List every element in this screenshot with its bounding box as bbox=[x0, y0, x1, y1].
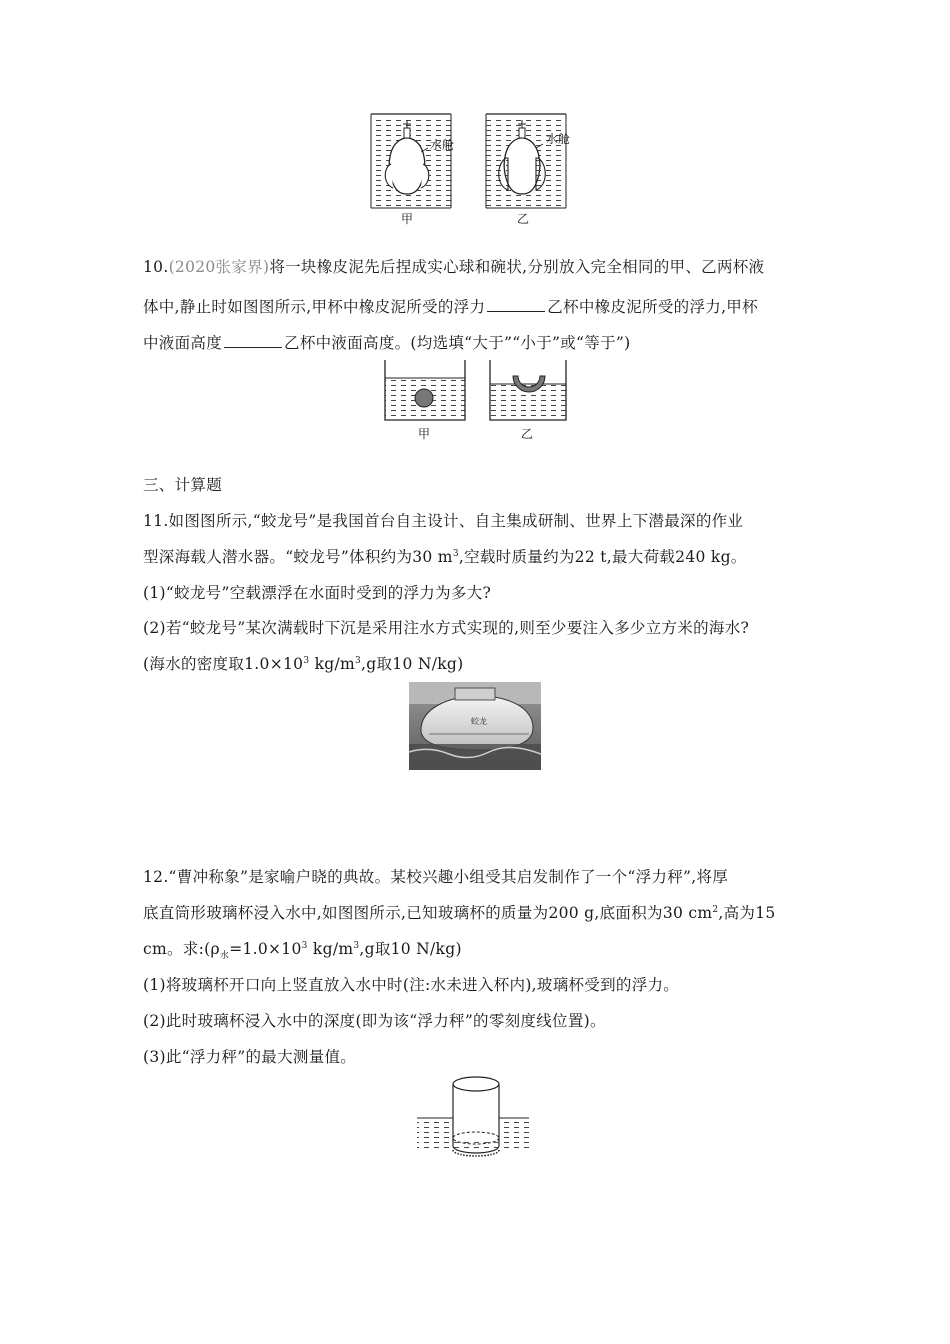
q10-text-3b: 乙杯中液面高度。(均选填“大于”“小于”或“等于”) bbox=[284, 334, 631, 352]
submarine-figure bbox=[365, 108, 585, 228]
answer-blank-2[interactable] bbox=[224, 333, 282, 348]
cup-b bbox=[490, 360, 566, 420]
submarine-diagram-b bbox=[486, 114, 566, 208]
q10-line2 bbox=[143, 295, 758, 317]
q10-line3 bbox=[143, 331, 630, 353]
q11-note-sup2: 3 bbox=[355, 655, 362, 666]
q12-text-3a: cm。求:(ρ bbox=[143, 940, 220, 958]
q12-sup1: 3 bbox=[301, 940, 308, 951]
q11-note-a: (海水的密度取1.0×10 bbox=[143, 655, 304, 673]
q11-part1: (1)“蛟龙号”空载漂浮在水面时受到的浮力为多大? bbox=[143, 584, 492, 602]
caption-b: 乙 bbox=[517, 212, 530, 226]
q12-sup: 2 bbox=[712, 904, 719, 915]
tank-label-b: 水舱 bbox=[546, 132, 571, 146]
q12-text-2b: ,高为15 bbox=[718, 904, 776, 922]
submarine-diagram-a bbox=[371, 114, 451, 208]
q10-number: 10. bbox=[143, 258, 169, 276]
q10-text-3a: 中液面高度 bbox=[143, 334, 223, 352]
q10-text-2a: 体中,静止时如图图所示,甲杯中橡皮泥所受的浮力 bbox=[143, 298, 486, 316]
cup-a bbox=[385, 360, 465, 420]
q12-line3 bbox=[143, 937, 462, 961]
q11-note-b: kg/m bbox=[309, 655, 356, 673]
q12-line2 bbox=[143, 901, 776, 923]
cup-caption-a: 甲 bbox=[418, 427, 431, 441]
q11-note bbox=[143, 652, 464, 674]
cups-figure bbox=[380, 358, 570, 424]
q10-source: (2020张家界) bbox=[168, 258, 270, 276]
cup-caption-b: 乙 bbox=[521, 427, 534, 441]
q10-text-2b: 乙杯中橡皮泥所受的浮力,甲杯 bbox=[547, 298, 758, 316]
q11-line1: 11.如图图所示,“蛟龙号”是我国首台自主设计、自主集成研制、世界上下潜最深的作业 bbox=[143, 512, 744, 530]
q10-line1 bbox=[143, 255, 764, 277]
q10-text-1: 将一块橡皮泥先后捏成实心球和碗状,分别放入完全相同的甲、乙两杯液 bbox=[269, 258, 765, 276]
q11-text-2a: 型深海载人潜水器。“蛟龙号”体积约为30 m bbox=[143, 548, 453, 566]
glass-cup-figure bbox=[413, 1070, 533, 1162]
tank-label-a: 水舱 bbox=[430, 138, 455, 152]
section-title: 三、计算题 bbox=[143, 476, 223, 494]
q12-part3: (3)此“浮力秤”的最大测量值。 bbox=[143, 1048, 357, 1066]
q11-text-2b: ,空载时质量约为22 t,最大荷载240 kg。 bbox=[458, 548, 747, 566]
answer-blank-1[interactable] bbox=[487, 297, 545, 312]
photo-hull-text: 蛟龙 bbox=[471, 717, 487, 726]
q12-part1: (1)将玻璃杯开口向上竖直放入水中时(注:水未进入杯内),玻璃杯受到的浮力。 bbox=[143, 976, 680, 994]
q12-text-3b: =1.0×10 bbox=[229, 940, 302, 958]
caption-a: 甲 bbox=[401, 212, 414, 226]
q12-text-2a: 底直筒形玻璃杯浸入水中,如图图所示,已知玻璃杯的质量为200 g,底面积为30 cm bbox=[143, 904, 713, 922]
q11-note-c: ,g取10 N/kg) bbox=[361, 655, 464, 673]
q12-sup2: 3 bbox=[353, 940, 360, 951]
q11-part2: (2)若“蛟龙号”某次满载时下沉是采用注水方式实现的,则至少要注入多少立方米的海水? bbox=[143, 619, 750, 637]
q12-text-3c: kg/m bbox=[307, 940, 354, 958]
jiaolong-photo bbox=[409, 682, 541, 770]
q12-text-3d: ,g取10 N/kg) bbox=[359, 940, 462, 958]
q12-part2: (2)此时玻璃杯浸入水中的深度(即为该“浮力秤”的零刻度线位置)。 bbox=[143, 1012, 606, 1030]
q11-note-sup1: 3 bbox=[303, 655, 310, 666]
q11-sup: 3 bbox=[452, 548, 459, 559]
q11-line2 bbox=[143, 545, 747, 567]
q12-line1: 12.“曹冲称象”是家喻户晓的典故。某校兴趣小组受其启发制作了一个“浮力秤”,将厚 bbox=[143, 868, 729, 886]
q12-sub: 水 bbox=[219, 951, 230, 962]
